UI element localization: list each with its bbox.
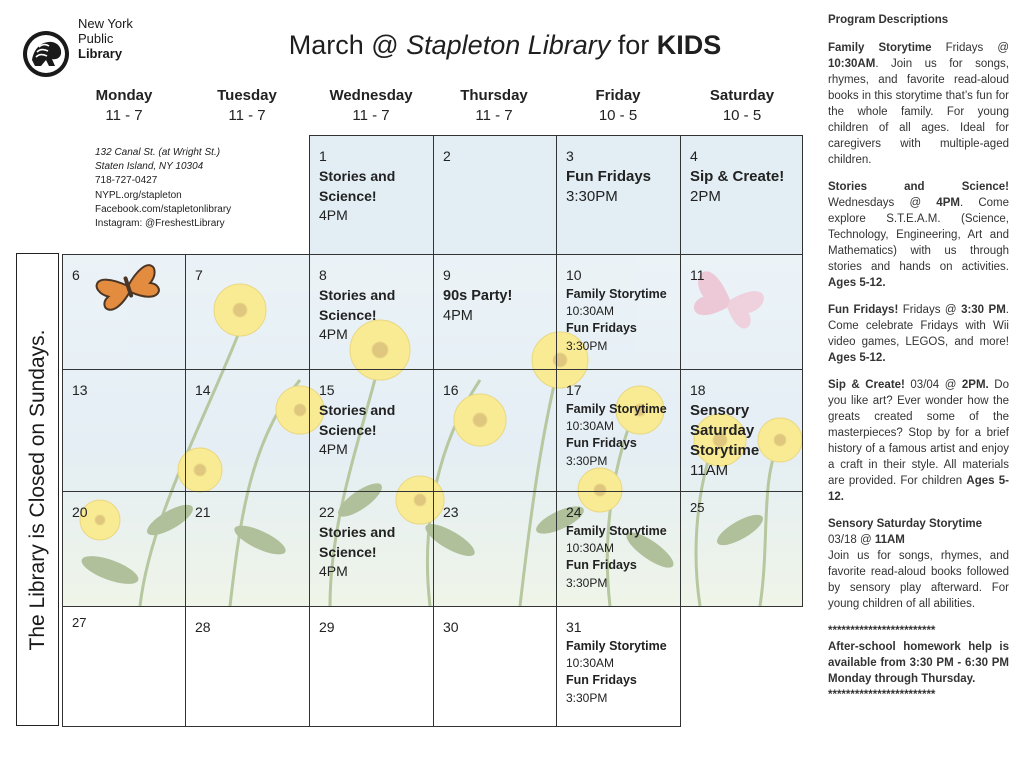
day-number: 31	[566, 619, 582, 635]
day-cell-14	[185, 369, 310, 492]
weekday-hours: 11 - 7	[475, 107, 513, 124]
day-cell-22	[309, 491, 434, 607]
event-time: 3:30PM	[566, 575, 608, 590]
day-cell-3	[556, 135, 681, 255]
event-list	[566, 286, 676, 355]
address-facebook: Facebook.com/stapletonlibrary	[95, 203, 232, 215]
event-time: 10:30AM	[566, 656, 615, 671]
day-cell-2	[433, 135, 557, 255]
program-when-prefix: 03/18 @	[828, 534, 875, 546]
program-sensory-saturday	[828, 516, 1009, 612]
event-title: Fun Fridays	[566, 168, 652, 185]
weekday-name: Wednesday	[329, 87, 413, 104]
event-time: 10:30AM	[566, 419, 615, 434]
program-family-storytime	[828, 40, 1009, 168]
program-description: . Join us for songs, rhymes, and favorite read-aloud books in this storytime that’s fun for the whole family. For young children of all ages. Ideal for caregivers with multiple-aged children.	[828, 58, 1009, 166]
day-cell-27	[62, 606, 186, 727]
day-number: 14	[195, 382, 211, 398]
weekday-name: Monday	[95, 87, 153, 104]
address-city: Staten Island, NY 10304	[95, 161, 204, 173]
day-number: 23	[443, 504, 459, 520]
program-when-prefix: Fridays @	[898, 304, 962, 316]
day-cell-25	[680, 491, 803, 607]
title-prefix: March @	[288, 30, 407, 60]
program-ages: Ages 5-12.	[828, 475, 1010, 503]
day-cell-18	[680, 369, 803, 492]
day-number: 15	[319, 382, 335, 398]
programs-heading: Program Descriptions	[828, 14, 949, 26]
day-number: 25	[690, 500, 705, 515]
logo-line: Public	[78, 31, 114, 46]
title-location: Stapleton Library	[406, 30, 611, 60]
day-cell-31	[556, 606, 681, 727]
day-number: 20	[72, 504, 88, 520]
event-title: Stories and Science!	[319, 402, 396, 438]
program-when: 3:30 PM	[961, 304, 1006, 316]
day-cell-9	[433, 254, 557, 370]
day-number: 18	[690, 382, 706, 398]
event-list	[566, 638, 676, 707]
day-cell-23	[433, 491, 557, 607]
weekday-hours: 10 - 5	[598, 107, 638, 124]
day-number: 29	[319, 619, 335, 635]
day-number: 24	[566, 504, 582, 520]
program-when-prefix: Wednesdays @	[828, 197, 937, 209]
day-number: 6	[72, 267, 80, 283]
event-title: Fun Fridays	[566, 558, 637, 573]
day-number: 30	[443, 619, 459, 635]
program-description: Join us for songs, rhymes, and favorite read-aloud books followed by sensory play afterward. For young children of all abilities.	[828, 550, 1009, 610]
logo-line: New York	[78, 16, 133, 31]
day-cell-30	[433, 606, 557, 727]
day-cell-17	[556, 369, 681, 492]
program-descriptions	[828, 12, 1009, 703]
event	[319, 167, 429, 226]
day-number: 27	[72, 615, 87, 630]
day-cell-4	[680, 135, 803, 255]
day-cell-10	[556, 254, 681, 370]
day-number: 21	[195, 504, 211, 520]
address-phone: 718-727-0427	[95, 175, 158, 187]
event	[319, 523, 429, 582]
day-cell-13	[62, 369, 186, 492]
day-number: 13	[72, 382, 88, 398]
event	[566, 167, 676, 207]
weekday-hours: 11 - 7	[352, 107, 390, 124]
program-when: 2PM.	[961, 379, 989, 391]
weekday-name: Thursday	[460, 87, 528, 104]
sunday-closed-text: The Library is Closed on Sundays.	[25, 329, 49, 650]
weekday-hours: 10 - 5	[722, 107, 762, 124]
program-name: Fun Fridays!	[828, 304, 899, 316]
title-audience: KIDS	[656, 30, 722, 60]
event-title: Family Storytime	[566, 402, 667, 416]
day-cell-11	[680, 254, 803, 370]
program-when-prefix: 03/04 @	[904, 379, 962, 391]
address-instagram: Instagram: @FreshestLibrary	[95, 218, 225, 230]
weekday-hours: 11 - 7	[228, 107, 266, 124]
day-number: 7	[195, 267, 203, 283]
day-number: 17	[566, 382, 582, 398]
program-ages: Ages 5-12.	[828, 352, 886, 364]
program-name: Sip & Create!	[828, 379, 905, 391]
event-time: 10:30AM	[566, 541, 615, 556]
day-cell-28	[185, 606, 310, 727]
event-time: 2PM	[690, 188, 721, 205]
event-time: 3:30PM	[566, 338, 608, 353]
program-when: 4PM	[936, 197, 960, 209]
weekday-name: Tuesday	[217, 87, 277, 104]
event-time: 4PM	[319, 563, 348, 579]
event-title: Fun Fridays	[566, 436, 637, 451]
day-number: 8	[319, 267, 327, 283]
event-time: 3:30PM	[566, 453, 608, 468]
program-name: Stories and Science!	[828, 181, 1009, 193]
day-number: 10	[566, 267, 582, 283]
day-cell-7	[185, 254, 310, 370]
event-time: 3:30PM	[566, 188, 618, 205]
program-when-prefix: Fridays @	[931, 42, 1010, 54]
program-fun-fridays	[828, 302, 1009, 366]
event-time: 4PM	[319, 326, 348, 342]
weekday-name: Friday	[595, 87, 641, 104]
event-list	[566, 523, 676, 592]
address-street: 132 Canal St. (at Wright St.)	[95, 147, 221, 158]
address-website: NYPL.org/stapleton	[95, 189, 182, 201]
title-middle: for	[610, 30, 657, 60]
day-number: 9	[443, 267, 451, 283]
event-title: Stories and Science!	[319, 168, 396, 204]
event-time: 4PM	[319, 207, 348, 223]
program-sip-create	[828, 377, 1009, 505]
program-stories-science	[828, 179, 1009, 291]
day-cell-20	[62, 491, 186, 607]
program-name: Family Storytime	[828, 42, 932, 54]
event	[443, 286, 552, 326]
event-title: Stories and Science!	[319, 524, 396, 560]
homework-help-note: After-school homework help is available from 3:30 PM - 6:30 PM Monday through Thursday.	[828, 641, 1009, 685]
program-when: 10:30AM	[828, 58, 876, 70]
program-when: 11AM	[874, 534, 905, 546]
day-number: 3	[566, 148, 574, 164]
weekday-name: Saturday	[709, 87, 775, 104]
day-cell-6	[62, 254, 186, 370]
day-number: 11	[690, 267, 705, 283]
program-name: Sensory Saturday Storytime	[828, 518, 983, 530]
event-time: 4PM	[443, 308, 473, 324]
program-description: . Come celebrate Fridays with Wii video games, LEGOS, and more!	[828, 304, 1009, 348]
event-time: 3:30PM	[566, 690, 608, 705]
event-time: 11AM	[690, 462, 729, 479]
day-number: 16	[443, 382, 459, 398]
divider-stars: ************************	[828, 689, 936, 701]
event	[690, 167, 798, 207]
event-list	[566, 401, 676, 470]
event-title: Family Storytime	[566, 639, 667, 653]
event-title: Fun Fridays	[566, 321, 637, 336]
event-title: Fun Fridays	[566, 673, 637, 688]
day-number: 22	[319, 504, 335, 520]
day-cell-15	[309, 369, 434, 492]
event-title: 90s Party!	[443, 288, 513, 304]
day-cell-21	[185, 491, 310, 607]
event-title: Family Storytime	[566, 524, 667, 538]
event-title: Stories and Science!	[319, 287, 396, 323]
weekday-hours: 11 - 7	[105, 107, 143, 124]
event-title: Sip & Create!	[690, 168, 785, 185]
day-number: 1	[319, 148, 327, 164]
day-number: 4	[690, 148, 698, 164]
event	[319, 286, 429, 345]
day-cell-24	[556, 491, 681, 607]
day-number: 2	[443, 148, 451, 164]
program-ages: Ages 5-12.	[828, 277, 886, 289]
event-title: Family Storytime	[566, 287, 667, 301]
program-description: . Come explore S.T.E.A.M. (Science, Technology, Engineering, Art and Mathematics) with us through stories and hands on activities.	[828, 197, 1009, 273]
day-cell-8	[309, 254, 434, 370]
day-cell-16	[433, 369, 557, 492]
day-number: 28	[195, 619, 211, 635]
event	[319, 401, 429, 460]
day-cell-29	[309, 606, 434, 727]
day-cell-1	[309, 135, 434, 255]
event-time: 10:30AM	[566, 304, 615, 319]
event	[690, 401, 798, 481]
event-time: 4PM	[319, 441, 348, 457]
divider-stars: ************************	[828, 625, 936, 637]
logo-line: Library	[78, 46, 123, 61]
event-title: Sensory Saturday Storytime	[690, 402, 760, 459]
program-description: Do you like art? Ever wonder how the greats created some of the masterpieces? Stop by for a brief history of a famous artist and enjoy a craft in their style. All materials are provided. For children	[828, 379, 1009, 487]
